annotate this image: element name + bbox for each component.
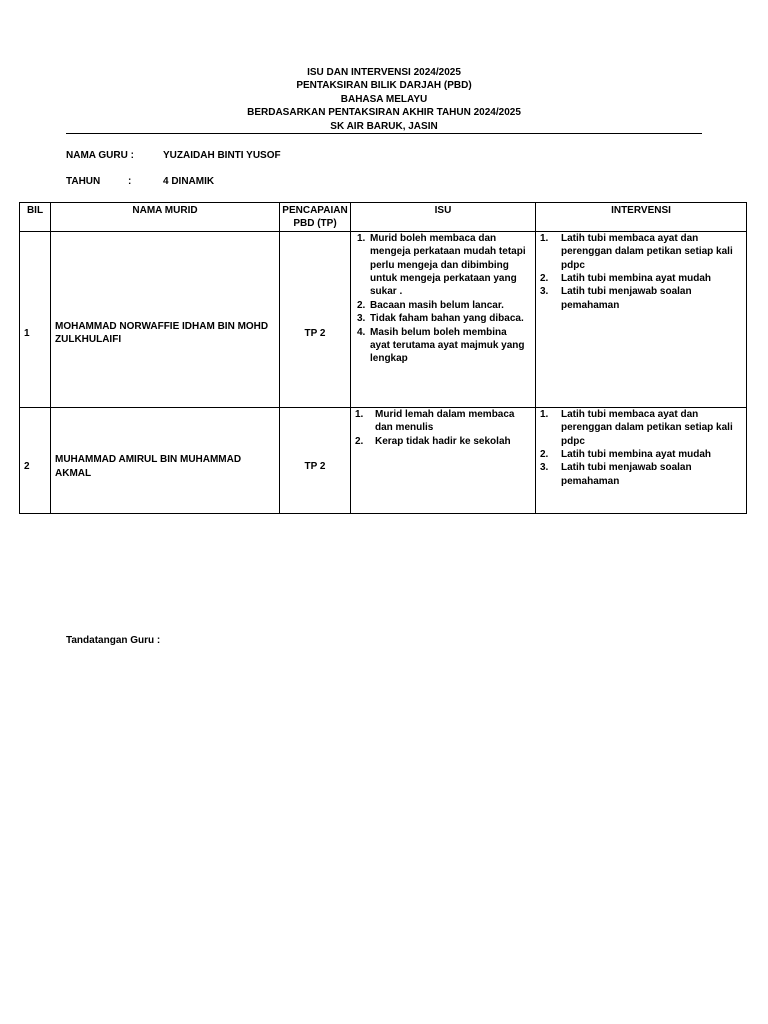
cell-pencapaian: TP 2: [280, 407, 351, 513]
header-isu: ISU: [351, 203, 536, 232]
list-item: 3. Latih tubi menjawab soalan pemahaman: [540, 286, 692, 311]
signature-label: Tandatangan Guru :: [66, 635, 161, 646]
header-intervensi: INTERVENSI: [536, 203, 747, 232]
table-row: [20, 407, 747, 513]
isu-intervensi-table: [19, 202, 747, 514]
cell-intervensi: [536, 231, 747, 407]
list-item: 3. Latih tubi menjawab soalan pemahaman: [540, 462, 692, 487]
title-line-2: PENTAKSIRAN BILIK DARJAH (PBD): [296, 80, 472, 92]
list-item: 1. Latih tubi membaca ayat dan perenggan dalam petikan setiap kali pdpc: [540, 232, 733, 271]
title-line-3: BAHASA MELAYU: [340, 93, 428, 105]
cell-nama-murid: MOHAMMAD NORWAFFIE IDHAM BIN MOHD ZULKHULAIFI: [51, 231, 280, 407]
list-item: 2. Latih tubi membina ayat mudah: [540, 273, 712, 285]
tahun-label: TAHUN: [66, 176, 101, 187]
list-item: 2. Latih tubi membina ayat mudah: [540, 449, 712, 461]
intervensi-list: [536, 408, 740, 488]
cell-intervensi: [536, 407, 747, 513]
list-item: 1. Murid boleh membaca dan mengeja perkataan mudah tetapi perlu mengeja dan dibimbing untuk mengeja perkataan yang sukar .: [357, 232, 526, 298]
tahun-value: 4 DINAMIK: [163, 176, 215, 187]
table-header-row: [20, 203, 747, 232]
document-title-block: [66, 66, 702, 133]
guru-value: YUZAIDAH BINTI YUSOF: [163, 150, 281, 161]
list-item: 4. Masih belum boleh membina ayat terutama ayat majmuk yang lengkap: [357, 326, 525, 365]
list-item: 2. Bacaan masih belum lancar.: [357, 299, 504, 311]
guru-label: NAMA GURU :: [66, 150, 134, 161]
header-nama-murid: NAMA MURID: [51, 203, 280, 232]
isu-list: [351, 232, 529, 366]
title-line-1: ISU DAN INTERVENSI 2024/2025: [307, 67, 461, 78]
cell-bil: 2: [20, 407, 51, 513]
cell-isu: [351, 231, 536, 407]
cell-bil: 1: [20, 231, 51, 407]
cell-nama-murid: MUHAMMAD AMIRUL BIN MUHAMMAD AKMAL: [51, 407, 280, 513]
cell-pencapaian: TP 2: [280, 231, 351, 407]
list-item: 2. Kerap tidak hadir ke sekolah: [355, 435, 511, 447]
list-item: 1. Murid lemah dalam membaca dan menulis: [355, 408, 515, 434]
header-pencapaian: PENCAPAIAN PBD (TP): [280, 203, 351, 232]
header-bil: BIL: [20, 203, 51, 232]
header-divider: [66, 133, 702, 134]
list-item: 3. Tidak faham bahan yang dibaca.: [357, 313, 524, 325]
list-item: 1. Latih tubi membaca ayat dan perenggan dalam petikan setiap kali pdpc: [540, 408, 733, 447]
cell-isu: [351, 407, 536, 513]
tahun-colon: :: [128, 176, 132, 187]
isu-list: [351, 408, 529, 448]
title-line-5: SK AIR BARUK, JASIN: [330, 120, 438, 132]
intervensi-list: [536, 232, 740, 312]
table-row: [20, 231, 747, 407]
title-line-4: BERDASARKAN PENTAKSIRAN AKHIR TAHUN 2024/2025: [247, 107, 521, 119]
